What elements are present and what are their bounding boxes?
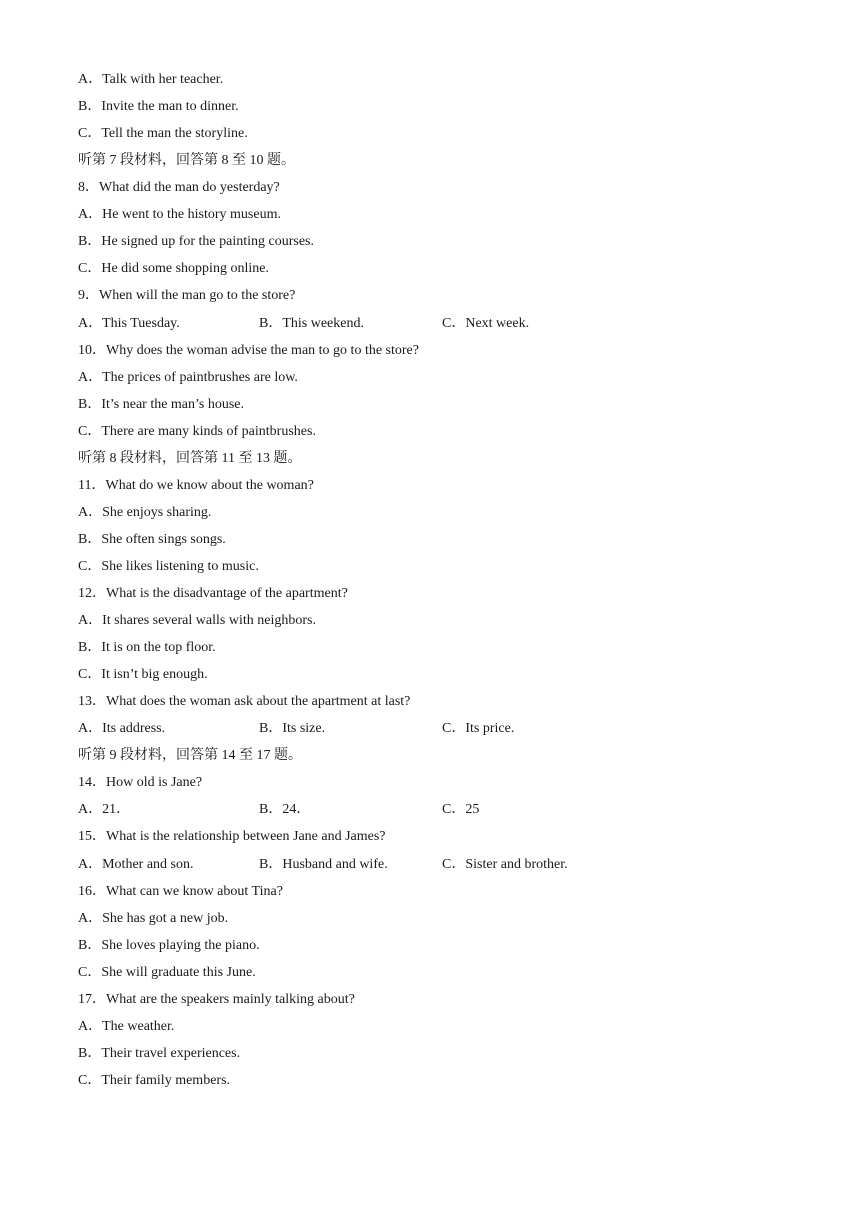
answer-option: A．This Tuesday.	[78, 315, 180, 331]
answer-option: B．She loves playing the piano.	[78, 937, 260, 953]
answer-option: B．Husband and wife.	[259, 856, 388, 872]
question-text: 10．Why does the woman advise the man to go to the store?	[78, 342, 419, 358]
options-row	[78, 315, 778, 333]
answer-option: C．It isn’t big enough.	[78, 667, 208, 683]
question-text: 13．What does the woman ask about the apartment at last?	[78, 694, 411, 710]
answer-option: C．Next week.	[442, 315, 530, 331]
question-text: 16．What can we know about Tina?	[78, 883, 283, 899]
answer-option: A．Talk with her teacher.	[78, 72, 224, 87]
answer-option: A．It shares several walls with neighbors.	[78, 613, 316, 628]
options-row	[78, 720, 778, 738]
answer-option: A．21．	[78, 802, 131, 818]
answer-option: B．Its size.	[259, 721, 326, 737]
options-row	[78, 856, 778, 874]
question-text: 12．What is the disadvantage of the apartment?	[78, 586, 348, 601]
question-text: 8．What did the man do yesterday?	[78, 180, 280, 196]
question-text: 15．What is the relationship between Jane and James?	[78, 829, 386, 845]
question-text: 9．When will the man go to the store?	[78, 288, 296, 304]
answer-option: C．There are many kinds of paintbrushes.	[78, 423, 316, 439]
answer-option: A．Mother and son.	[78, 856, 194, 872]
answer-option: C．Its price.	[442, 721, 515, 737]
answer-option: B．24．	[259, 802, 311, 818]
answer-option: C．Tell the man the storyline.	[78, 126, 248, 142]
answer-option: B．She often sings songs.	[78, 531, 226, 547]
answer-option: A．The weather.	[78, 1018, 175, 1034]
answer-option: B．This weekend.	[259, 315, 364, 331]
answer-option: B．Invite the man to dinner.	[78, 99, 239, 114]
answer-option: C．He did some shopping online.	[78, 261, 269, 277]
answer-option: C．She will graduate this June.	[78, 964, 256, 980]
answer-option: C．25	[442, 802, 480, 818]
question-text: 14．How old is Jane?	[78, 775, 203, 791]
question-text: 17．What are the speakers mainly talking about?	[78, 991, 355, 1007]
answer-option: A．He went to the history museum.	[78, 207, 281, 223]
answer-option: A．She enjoys sharing.	[78, 504, 212, 520]
answer-option: C．She likes listening to music.	[78, 558, 259, 574]
answer-option: B．Their travel experiences.	[78, 1045, 241, 1061]
section-instruction: 听第 7 段材料，回答第 8 至 10 题。	[78, 153, 295, 169]
answer-option: B．It is on the top floor.	[78, 640, 216, 656]
options-row	[78, 801, 778, 819]
answer-option: B．He signed up for the painting courses.	[78, 234, 315, 250]
question-text: 11．What do we know about the woman?	[78, 477, 314, 493]
answer-option: A．She has got a new job.	[78, 910, 229, 926]
answer-option: B．It’s near the man’s house.	[78, 396, 245, 412]
answer-option: C．Sister and brother.	[442, 856, 568, 872]
section-instruction: 听第 8 段材料，回答第 11 至 13 题。	[78, 450, 302, 466]
answer-option: A．The prices of paintbrushes are low.	[78, 369, 298, 385]
section-instruction: 听第 9 段材料，回答第 14 至 17 题。	[78, 748, 302, 764]
answer-option: C．Their family members.	[78, 1072, 231, 1088]
answer-option: A．Its address.	[78, 721, 166, 737]
